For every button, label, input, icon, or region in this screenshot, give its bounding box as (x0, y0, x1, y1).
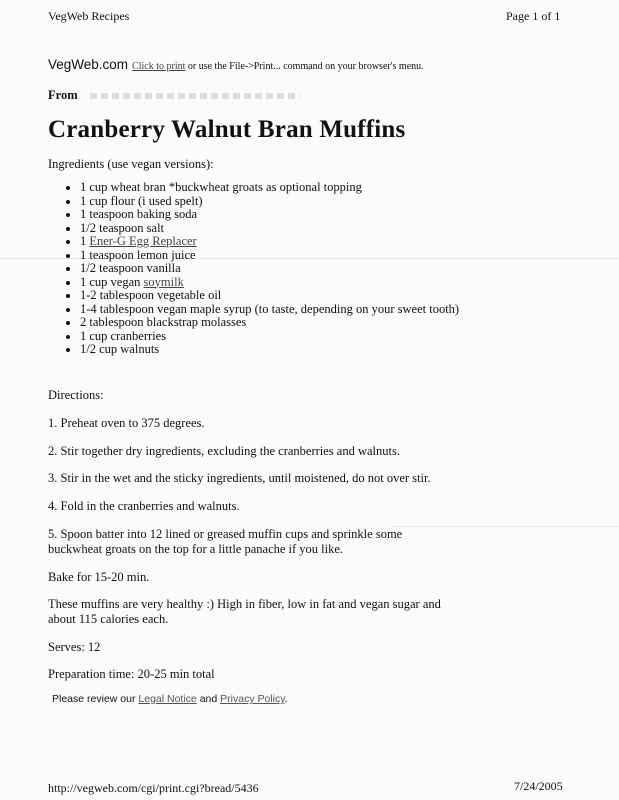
ingredients-list (48, 181, 480, 357)
ingredient-item: 1 cup flour (i used spelt) (80, 195, 480, 209)
privacy-policy-link[interactable]: Privacy Policy (220, 693, 285, 705)
ingredient-item: 2 tablespoon blackstrap molasses (80, 316, 480, 330)
scan-line (0, 258, 619, 259)
direction-step: 4. Fold in the cranberries and walnuts. (48, 499, 240, 513)
legal-notice-line: Please review our Legal Notice and Privacy Policy. (52, 693, 288, 705)
direction-step: 2. Stir together dry ingredients, excluding the cranberries and walnuts. (48, 444, 400, 458)
ingredient-item: 1-2 tablespoon vegetable oil (80, 289, 480, 303)
recipe-note: These muffins are very healthy :) High in fiber, low in fat and vegan sugar and about 115 calories each. (48, 597, 441, 626)
footer-url: http://vegweb.com/cgi/print.cgi?bread/5436 (48, 781, 259, 795)
soymilk-link[interactable]: soymilk (143, 274, 184, 289)
serves: Serves: 12 (48, 640, 101, 654)
direction-step: 5. Spoon batter into 12 lined or greased muffin cups and sprinkle some buckwheat groats on the top for a little panache if you like. (48, 527, 403, 556)
recipe-title: Cranberry Walnut Bran Muffins (48, 116, 406, 143)
page-number: Page 1 of 1 (506, 9, 561, 23)
ingredient-item: 1 cup cranberries (80, 330, 480, 344)
footer-date: 7/24/2005 (514, 779, 563, 793)
ingredient-item: 1 teaspoon baking soda (80, 208, 480, 222)
ingredient-item: 1 cup wheat bran *buckwheat groats as optional topping (80, 181, 480, 195)
header-site-title: VegWeb Recipes (48, 9, 130, 23)
legal-notice-link[interactable]: Legal Notice (138, 693, 197, 705)
ener-g-egg-replacer-link[interactable]: Ener-G Egg Replacer (89, 234, 197, 248)
ingredient-item: 1 cup vegan soymilk (80, 276, 480, 290)
directions-heading: Directions: (48, 388, 104, 402)
ingredient-item: 1/2 teaspoon salt (80, 222, 480, 236)
direction-step: 3. Stir in the wet and the sticky ingredients, until moistened, do not over stir. (48, 471, 431, 485)
ingredients-heading: Ingredients (use vegan versions): (48, 157, 214, 171)
from-label: From (48, 88, 78, 102)
vegweb-logo[interactable]: VegWeb.com (48, 57, 129, 72)
ingredient-item: 1/2 cup walnuts (80, 343, 480, 357)
print-bar (48, 56, 424, 74)
ingredient-item: 1/2 teaspoon vanilla (80, 262, 480, 276)
direction-step: 1. Preheat oven to 375 degrees. (48, 416, 205, 430)
ingredient-item: 1-4 tablespoon vegan maple syrup (to taste, depending on your sweet tooth) (80, 303, 480, 317)
prep-time: Preparation time: 20-25 min total (48, 667, 215, 681)
scan-line (390, 526, 619, 527)
ingredient-item: 1 Ener-G Egg Replacer (80, 235, 480, 249)
print-instructions: or use the File->Print... command on your browser's menu. (187, 61, 424, 72)
bake-time: Bake for 15-20 min. (48, 570, 150, 584)
click-to-print-link[interactable]: Click to print (132, 61, 186, 72)
redacted-sender (90, 93, 300, 99)
ingredient-item: 1 teaspoon lemon juice (80, 249, 480, 263)
from-line (48, 88, 300, 103)
